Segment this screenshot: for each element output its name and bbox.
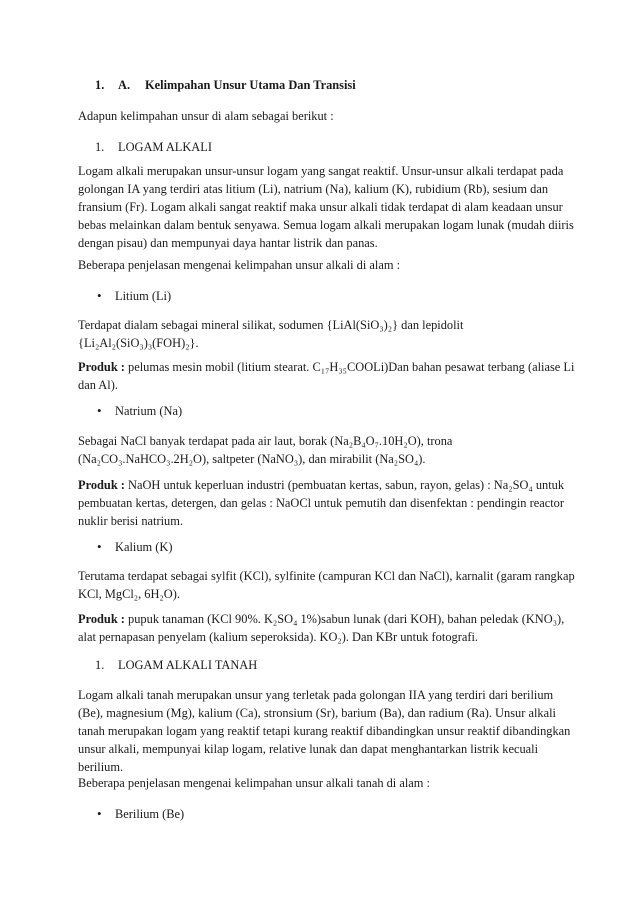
intro-paragraph: Adapun kelimpahan unsur di alam sebagai berikut : [78, 109, 334, 123]
list-title: LOGAM ALKALI TANAH [118, 658, 258, 672]
litium-product [78, 358, 578, 394]
natrium-description: Sebagai NaCl banyak terdapat pada air laut, borak (Na₂B₄O₇.10H₂O), trona (Na₂CO₃.NaHCO₃.2H₂O), saltpeter (NaNO₃), dan mirabilit (Na₂SO₄). [78, 434, 453, 466]
heading-number: 1. [95, 78, 105, 92]
bullet-icon: • [97, 539, 102, 554]
alkali-paragraph: Logam alkali merupakan unsur-unsur logam yang sangat reaktif. Unsur-unsur alkali terdapat pada golongan IA yang terdiri atas litium (Li), natrium (Na), kalium (K), rubidium (Rb), sesium dan fransium (Fr). Logam alkali sangat reaktif maka unsur alkali tidak terdapat di alam keadaan unsur bebas melainkan dalam bentuk senyawa. Semua logam alkali merupakan logam lunak (mudah diiris dengan pisau) dan mempunyai daya hantar listrik dan panas. [78, 164, 574, 250]
alkali-tanah-intro-paragraph: Beberapa penjelasan mengenai kelimpahan unsur alkali tanah di alam : [78, 776, 430, 790]
bullet-icon: • [97, 288, 102, 303]
heading-title: Kelimpahan Unsur Utama Dan Transisi [145, 78, 356, 92]
product-text: pupuk tanaman (KCl 90%. K₂SO₄ 1%)sabun lunak (dari KOH), bahan peledak (KNO₃), alat pernapasan penyelam (kalium seperoksida). KO₂). Dan KBr untuk fotografi. [78, 612, 565, 644]
bullet-label: Litium (Li) [115, 289, 172, 303]
bullet-natrium [97, 402, 182, 420]
product-label: Produk : [78, 360, 125, 374]
bullet-berilium [97, 805, 184, 823]
alkali-tanah-paragraph: Logam alkali tanah merupakan unsur yang terletak pada golongan IIA yang terdiri dari berilium (Be), magnesium (Mg), kalium (Ca), stronsium (Sr), barium (Ba), dan radium (Ra). Unsur alkali tanah merupakan logam yang reaktif tetapi kurang reaktif dibandingkan unsur reaktif dibandingkan unsur alkali, mempunyai kilap logam, relative lunak dan dapat menghantarkan listrik kecuali berilium. [78, 688, 571, 774]
alkali-intro-paragraph: Beberapa penjelasan mengenai kelimpahan unsur alkali di alam : [78, 258, 401, 272]
natrium-product [78, 476, 578, 530]
list-number: 1. [95, 140, 105, 154]
bullet-label: Berilium (Be) [115, 807, 185, 821]
list-item-logam-alkali [95, 138, 212, 156]
litium-description: Terdapat dialam sebagai mineral silikat, sodumen {LiAl(SiO₃)₂} dan lepidolit {Li₂Al₂(SiO₃)₃(FOH)₂}. [78, 318, 464, 350]
list-number: 1. [95, 658, 105, 672]
section-heading [95, 76, 356, 94]
bullet-icon: • [97, 403, 102, 418]
kalium-product [78, 610, 578, 646]
list-title: LOGAM ALKALI [118, 140, 212, 154]
bullet-kalium [97, 538, 172, 556]
bullet-label: Natrium (Na) [115, 404, 183, 418]
list-item-logam-alkali-tanah [95, 656, 257, 674]
heading-letter: A. [118, 78, 131, 92]
kalium-description: Terutama terdapat sebagai sylfit (KCl), sylfinite (campuran KCl dan NaCl), karnalit (garam rangkap KCl, MgCl₂, 6H₂O). [78, 569, 575, 601]
product-text: NaOH untuk keperluan industri (pembuatan kertas, sabun, rayon, gelas) : Na₂SO₄ untuk pembuatan kertas, detergen, dan gelas : NaOCl untuk pemutih dan disenfektan : pendingin reactor nuklir berisi natrium. [78, 478, 565, 528]
bullet-icon: • [97, 806, 102, 821]
bullet-label: Kalium (K) [115, 540, 173, 554]
product-label: Produk : [78, 478, 125, 492]
product-label: Produk : [78, 612, 125, 626]
product-text: pelumas mesin mobil (litium stearat. C₁₇H₃₅COOLi)Dan bahan pesawat terbang (aliase Li dan Al). [78, 360, 575, 392]
bullet-litium [97, 287, 171, 305]
